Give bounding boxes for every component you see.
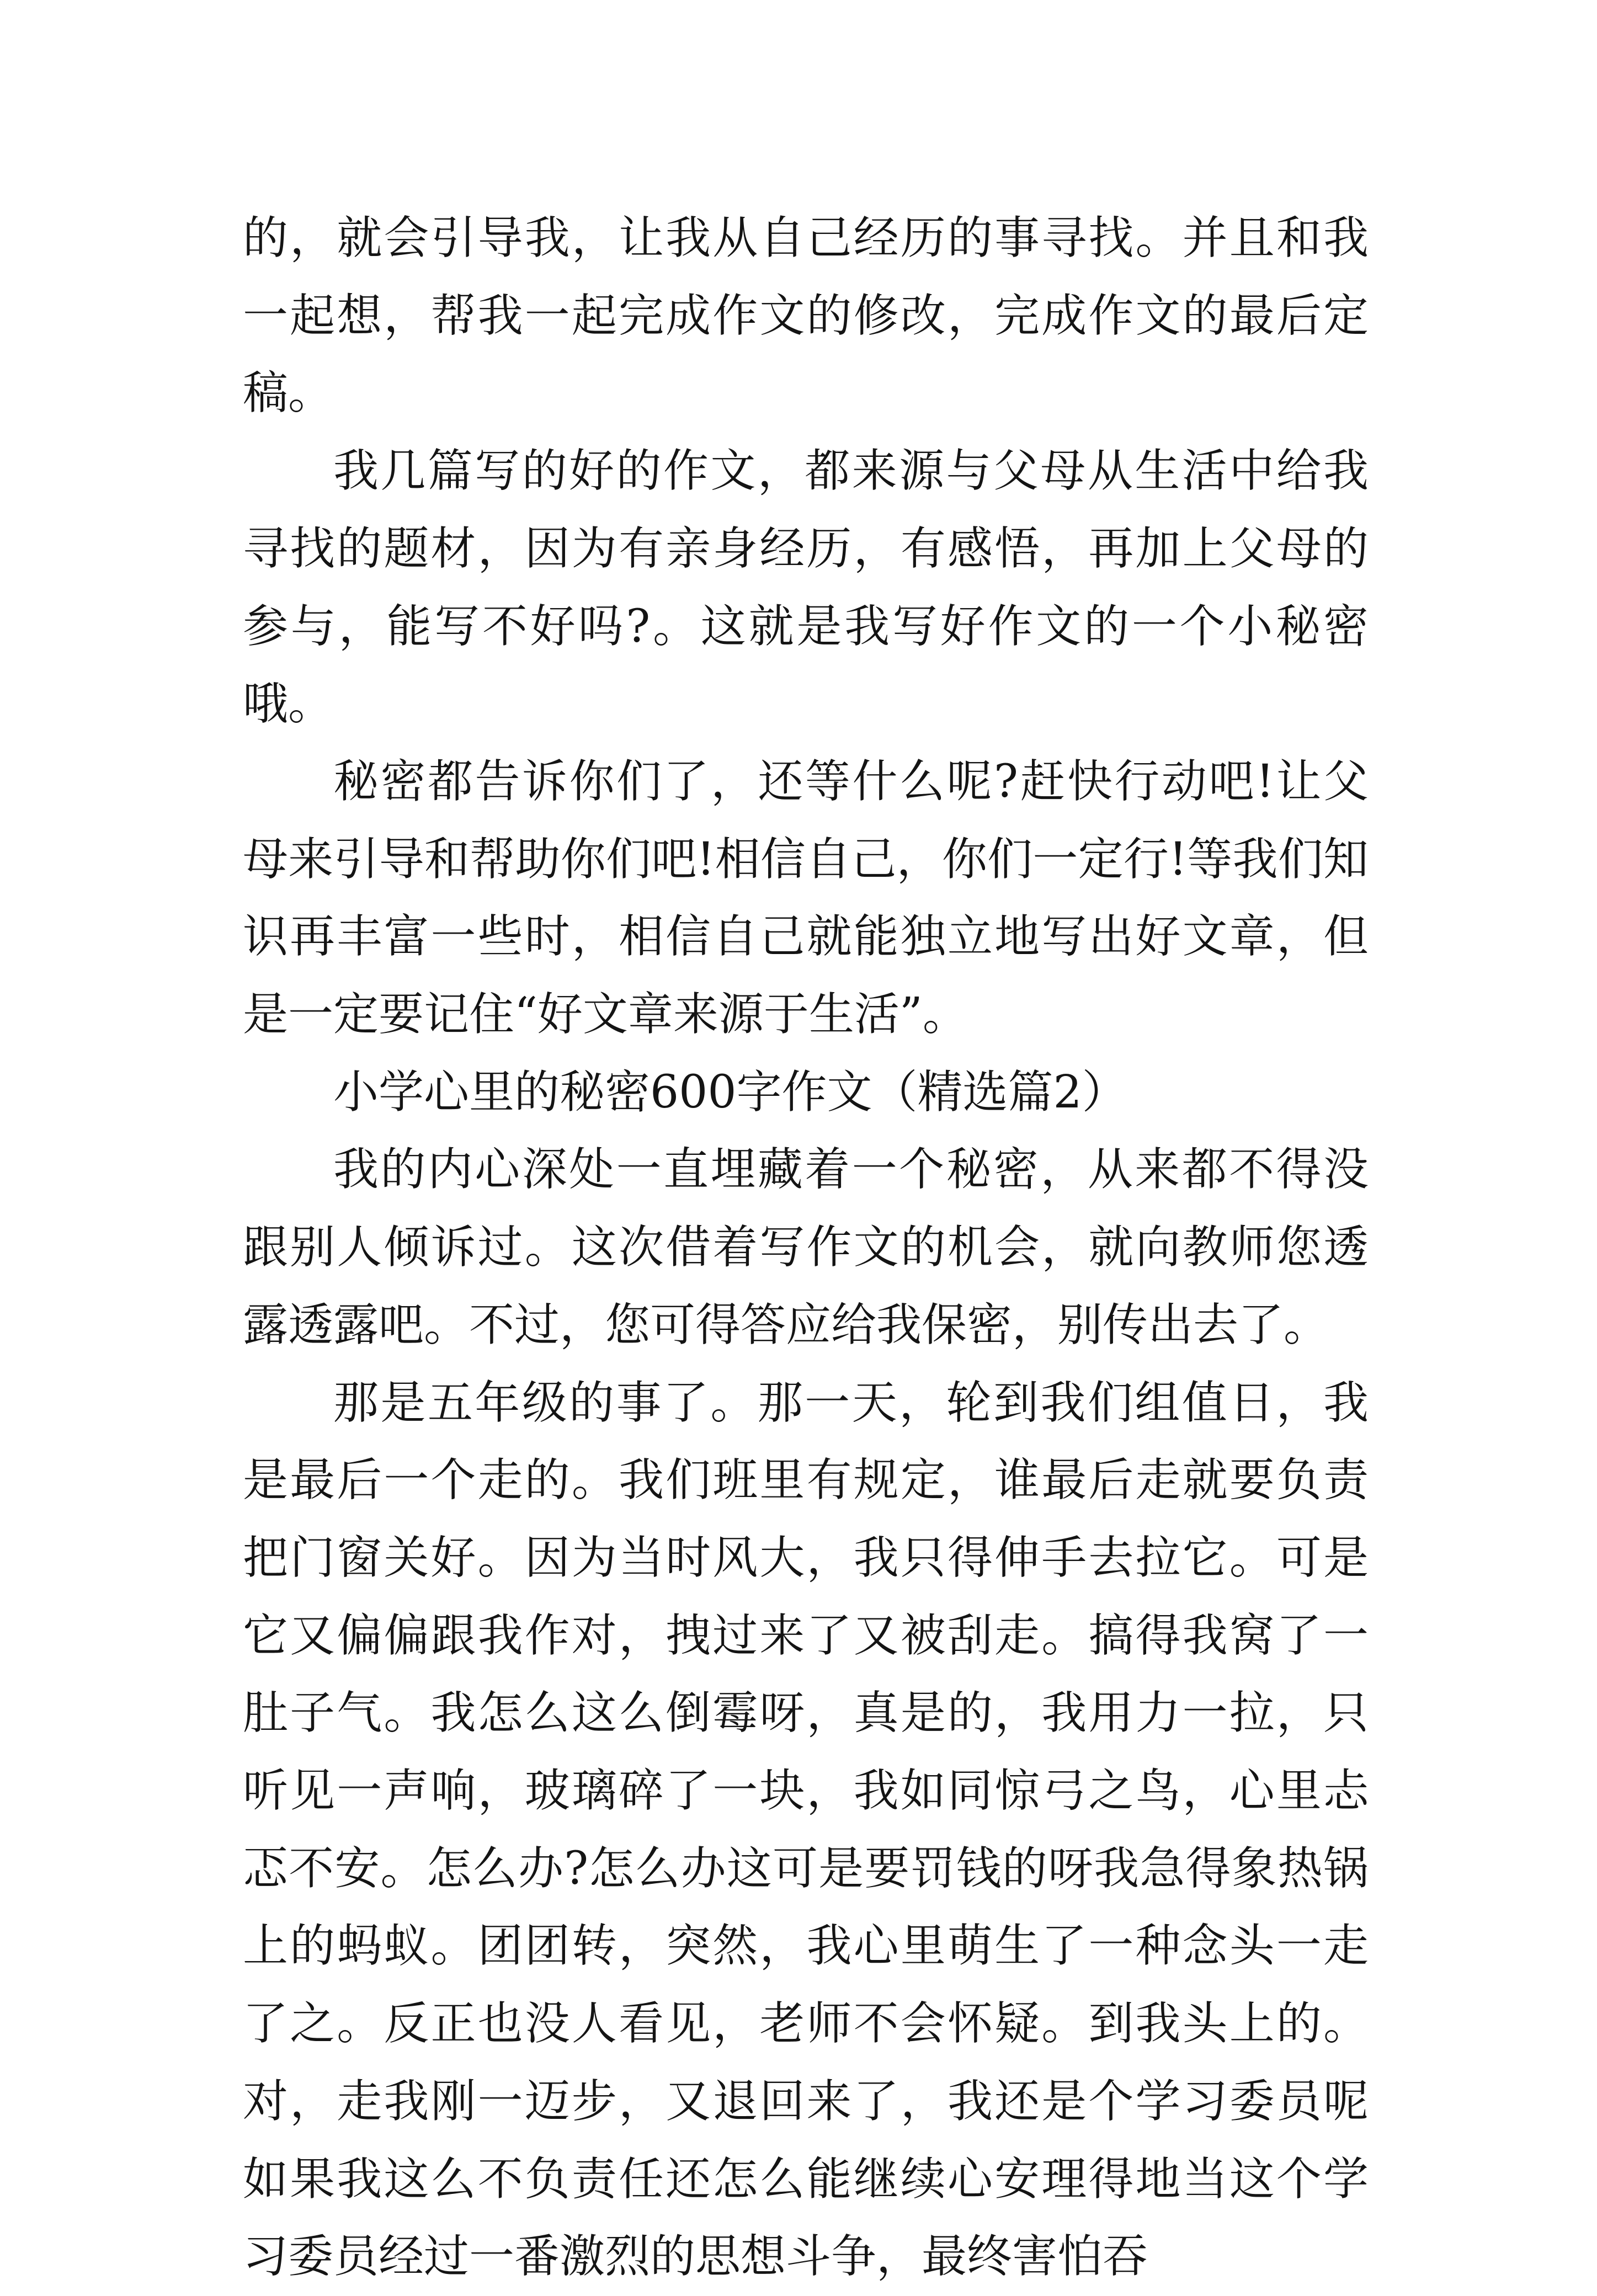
document-body xyxy=(243,200,1369,2296)
paragraph-2: 我几篇写的好的作文，都来源与父母从生活中给我寻找的题材，因为有亲身经历，有感悟，再加上父母的参与，能写不好吗?。这就是我写好作文的一个小秘密哦。 xyxy=(243,445,1369,731)
paragraph-1: 的，就会引导我，让我从自己经历的事寻找。并且和我一起想，帮我一起完成作文的修改，完成作文的最后定稿。 xyxy=(243,212,1369,420)
paragraph-5: 那是五年级的事了。那一天，轮到我们组值日，我是最后一个走的。我们班里有规定，谁最后走就要负责把门窗关好。因为当时风大，我只得伸手去拉它。可是它又偏偏跟我作对，拽过来了又被刮走。搞得我窝了一肚子气。我怎么这么倒霉呀，真是的，我用力一拉，只听见一声响，玻璃碎了一块，我如同惊弓之鸟，心里忐忑不安。怎么办?怎么办这可是要罚钱的呀我急得象热锅上的蚂蚁。团团转，突然，我心里萌生了一种念头一走了之。反正也没人看见，老师不会怀疑。到我头上的。对，走我刚一迈步，又退回来了，我还是个学习委员呢如果我这么不负责任还怎么能继续心安理得地当这个学习委员经过一番激烈的思想斗争，最终害怕吞 xyxy=(243,1376,1369,2283)
section-heading: 小学心里的秘密600字作文（精选篇2） xyxy=(333,1066,1127,1118)
paragraph-3: 秘密都告诉你们了，还等什么呢?赶快行动吧!让父母来引导和帮助你们吧!相信自己，你们一定行!等我们知识再丰富一些时，相信自己就能独立地写出好文章，但是一定要记住“好文章来源于生活”。 xyxy=(243,755,1369,1041)
paragraph-4: 我的内心深处一直埋藏着一个秘密，从来都不得没跟别人倾诉过。这次借着写作文的机会，就向教师您透露透露吧。不过，您可得答应给我保密，别传出去了。 xyxy=(243,1143,1369,1351)
